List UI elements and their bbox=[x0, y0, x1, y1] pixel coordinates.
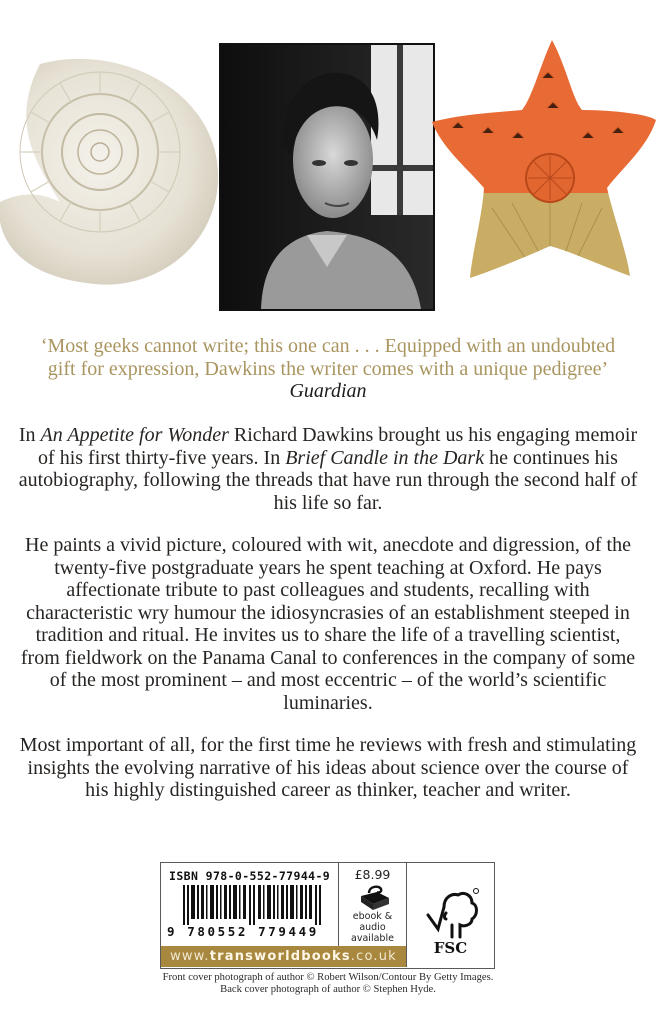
website-prefix: www. bbox=[170, 949, 210, 964]
ebook-audio-label bbox=[339, 911, 406, 944]
price-cell bbox=[339, 863, 407, 946]
isbn-label: ISBN 978-0-552-77944-9 bbox=[169, 869, 331, 883]
barcode-icon bbox=[183, 885, 323, 925]
starfish-image bbox=[432, 38, 656, 283]
ebook-label-line-1: ebook & audio bbox=[352, 911, 393, 933]
fsc-label: FSC bbox=[433, 939, 468, 957]
credit-back: Back cover photograph of author © Stephen Hyde. bbox=[220, 984, 436, 995]
publisher-website-link[interactable] bbox=[161, 946, 407, 967]
ean-digits: 9 780552 779449 bbox=[167, 924, 319, 939]
ebook-label-line-2: available bbox=[351, 933, 394, 944]
barcode-cell bbox=[161, 863, 339, 946]
barcode-panel bbox=[160, 862, 495, 969]
blurb-text: he continues his autobiography, following the threads that have run through the second half of his life so far. bbox=[18, 446, 638, 514]
quote-line-2: gift for expression, Dawkins the writer comes with a unique pedigree’ bbox=[47, 357, 609, 380]
blurb-paragraph-1 bbox=[14, 424, 642, 514]
blurb-text: In bbox=[18, 424, 41, 446]
ammonite-image bbox=[0, 52, 222, 287]
ebook-audio-icon bbox=[355, 884, 391, 910]
quote-source: Guardian bbox=[289, 380, 367, 402]
website-name: transworldbooks bbox=[209, 949, 351, 964]
price-label: £8.99 bbox=[354, 867, 391, 882]
blurb-text: Richard Dawkins brought us his engaging memoir of his first thirty-five years. In bbox=[38, 424, 638, 469]
fsc-tree-checkmark-icon bbox=[422, 885, 480, 941]
book-title-appetite: An Appetite for Wonder bbox=[40, 424, 229, 446]
fsc-cell bbox=[407, 863, 494, 967]
website-suffix: .co.uk bbox=[350, 949, 397, 964]
blurb-paragraph-3: Most important of all, for the first time he reviews with fresh and stimulating insights the evolving narrative of his ideas about science over the course of his highly distinguished career as thinker, teacher and writer. bbox=[19, 734, 637, 801]
review-quote bbox=[20, 335, 636, 403]
author-portrait-image bbox=[219, 43, 435, 311]
blurb-paragraph-2: He paints a vivid picture, coloured with wit, anecdote and digression, of the twenty-five postgraduate years he spent teaching at Oxford. He pays affectionate tribute to past colleagues and students, recalling with characteristic wry humour the idiosyncrasies of an establishment steeped in tradition and ritual. He invites us to share the life of a travelling scientist, from fieldwork on the Panama Canal to conferences in the company of some of the most prominent – and most eccentric – of the world’s scientific luminaries. bbox=[20, 534, 636, 714]
book-title-brief-candle: Brief Candle in the Dark bbox=[285, 446, 485, 469]
credit-front: Front cover photograph of author © Robert Wilson/Contour By Getty Images. bbox=[162, 972, 494, 983]
quote-line-1: ‘Most geeks cannot write; this one can . . . Equipped with an undoubted bbox=[40, 335, 616, 357]
photo-credits bbox=[100, 972, 556, 996]
